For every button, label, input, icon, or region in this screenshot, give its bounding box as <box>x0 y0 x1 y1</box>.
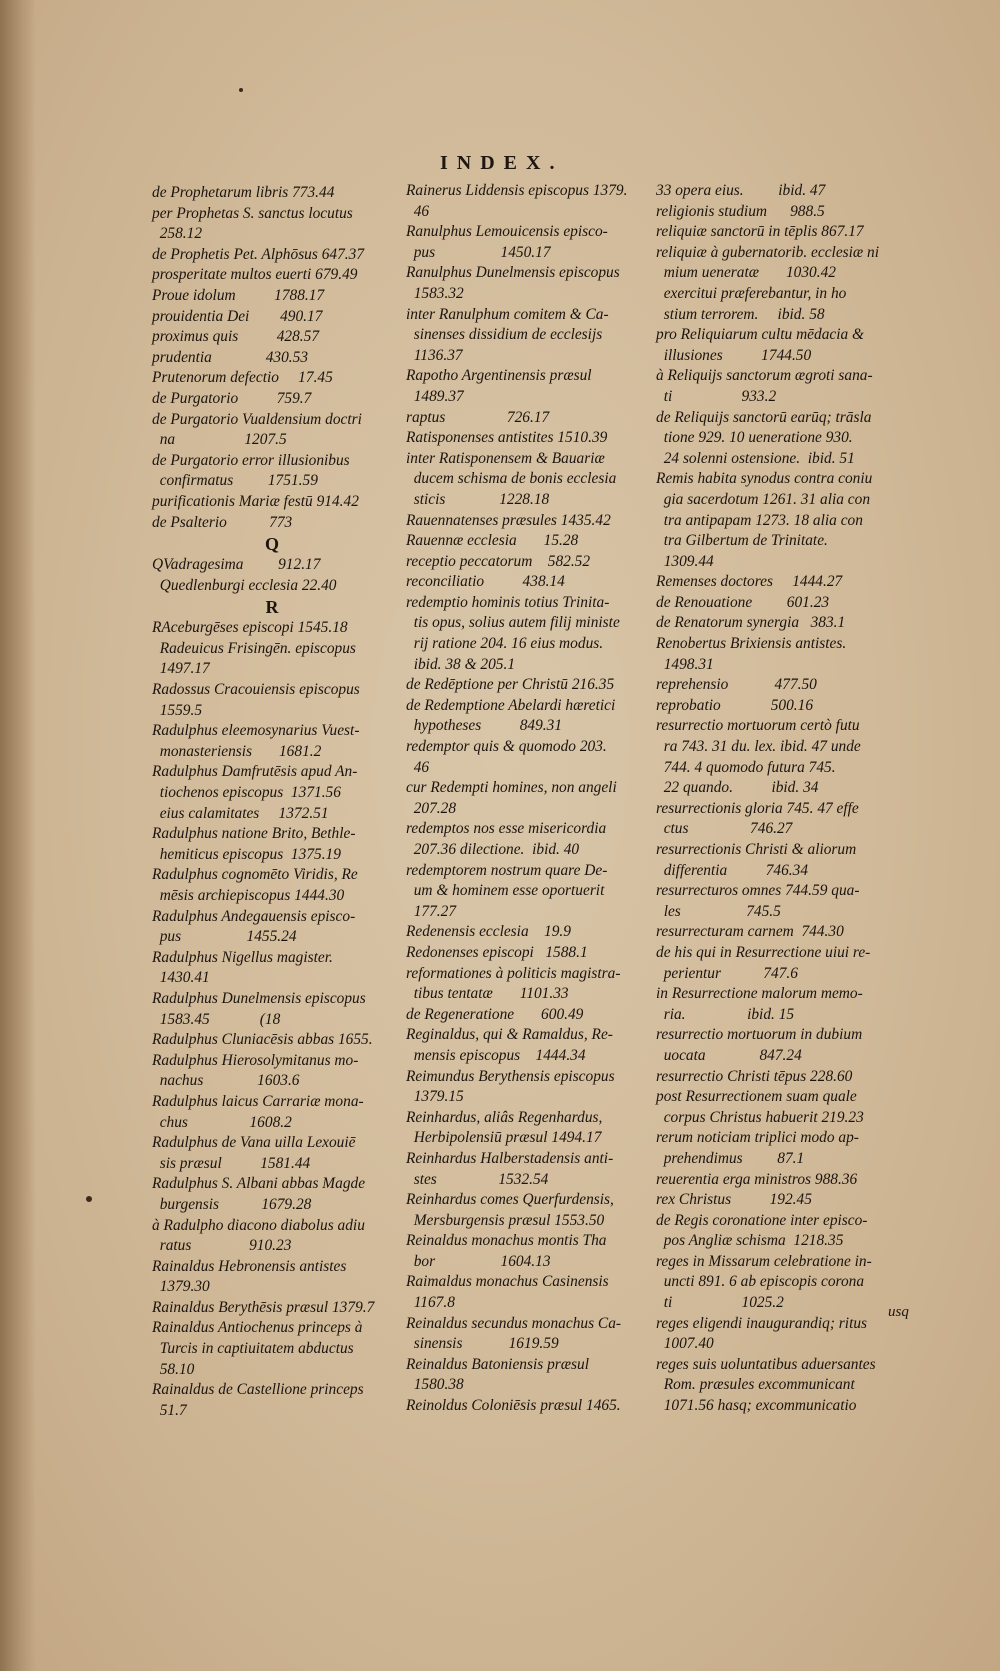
index-entry-line: Rom. præsules excommunicant <box>656 1376 855 1394</box>
index-entry-line: Rainaldus Hebronensis antistes <box>152 1257 347 1275</box>
index-entry-line: tis opus, solius autem filij ministe <box>406 614 620 632</box>
index-entry-line: rex Christus 192.45 <box>656 1191 812 1209</box>
index-entry-line: Turcis in captiuitatem abductus <box>152 1340 354 1358</box>
index-entry-line: Radeuicus Frisingēn. episcopus <box>152 639 356 657</box>
index-entry-line: Rainaldus Berythēsis præsul 1379.7 <box>152 1298 375 1316</box>
index-entry-line: 207.36 dilectione. ibid. 40 <box>406 841 580 858</box>
index-entry-line: Radulphus laicus Carrariæ mona- <box>152 1092 364 1110</box>
index-entry-line: ctus 746.27 <box>656 820 793 838</box>
index-entry-line: les 745.5 <box>656 902 781 920</box>
index-entry-line: eius calamitates 1372.51 <box>152 804 329 822</box>
index-entry-line: um & hominem esse oportuerit <box>406 882 605 900</box>
index-entry-line: religionis studium 988.5 <box>656 202 825 220</box>
index-entry-line: de Prophetarum libris 773.44 <box>152 184 335 201</box>
index-entry-line: Rainaldus de Castellione princeps <box>152 1381 364 1399</box>
index-entry-line: mensis episcopus 1444.34 <box>406 1046 586 1064</box>
index-entry-line: Radulphus Andegauensis episco- <box>152 907 356 925</box>
index-entry-line: 207.28 <box>406 799 457 817</box>
index-entry-line: hemiticus episcopus 1375.19 <box>152 845 341 863</box>
index-entry-line: nachus 1603.6 <box>152 1072 300 1090</box>
index-entry-line: Rapotho Argentinensis præsul <box>406 367 592 385</box>
index-entry-line: redemptos nos esse misericordia <box>406 820 607 838</box>
index-entry-line: Radulphus Cluniacēsis abbas 1655. <box>152 1031 373 1049</box>
index-entry-line: Radulphus Damfrutēsis apud An- <box>152 763 358 781</box>
index-column-2 <box>406 181 654 1417</box>
index-entry-line: ducem schisma de bonis ecclesia <box>406 470 617 488</box>
index-entry-line: gia sacerdotum 1261. 31 alia con <box>656 490 871 508</box>
index-entry-line: pus 1455.24 <box>152 928 297 946</box>
index-entry-line: inter Ratisponensem & Bauariæ <box>406 449 605 467</box>
index-entry-line: reconciliatio 438.14 <box>406 573 565 591</box>
index-entry-line: 1379.15 <box>406 1088 464 1106</box>
index-entry-line: 258.12 <box>152 225 203 243</box>
index-entry-line: Ratisponenses antistites 1510.39 <box>406 429 608 447</box>
index-entry-line: Rauennæ ecclesia 15.28 <box>406 532 579 550</box>
index-entry-line: ria. ibid. 15 <box>656 1005 795 1023</box>
index-entry-line: de Prophetis Pet. Alphōsus 647.37 <box>152 245 365 263</box>
index-entry-line: resurrecturos omnes 744.59 qua- <box>656 882 860 900</box>
index-entry-line: mium ueneratæ 1030.42 <box>656 264 836 282</box>
index-entry-line: uncti 891. 6 ab episcopis corona <box>656 1273 865 1291</box>
index-entry-line: de Purgatorio 759.7 <box>152 389 312 407</box>
index-entry-line: Radulphus cognomēto Viridis, Re <box>152 866 358 884</box>
index-entry-line: 51.7 <box>152 1401 187 1419</box>
index-entry-line: hypotheses 849.31 <box>406 717 563 735</box>
index-column-1 <box>152 183 392 1421</box>
index-entry-line: 1430.41 <box>152 969 210 987</box>
index-entry-line: reges in Missarum celebratione in- <box>656 1252 872 1270</box>
index-entry-line: reliquiæ sanctorū in tēplis 867.17 <box>656 223 864 241</box>
index-entry-line: Radulphus Nigellus magister. <box>152 948 333 966</box>
index-entry-line: in Resurrectione malorum memo- <box>656 985 863 1003</box>
index-entry-line: reuerentia erga ministros 988.36 <box>656 1170 858 1188</box>
index-entry-line: illusiones 1744.50 <box>656 346 812 364</box>
index-entry-line: Radulphus S. Albani abbas Magde <box>152 1175 366 1193</box>
index-entry-line: post Resurrectionem suam quale <box>656 1088 857 1106</box>
index-entry-line: resurrectionis gloria 745. 47 effe <box>656 799 859 817</box>
index-entry-line: rij ratione 204. 16 eius modus. <box>406 635 604 653</box>
index-entry-line: Reinaldus Batoniensis præsul <box>406 1355 589 1373</box>
index-entry-line: 22 quando. ibid. 34 <box>656 779 819 797</box>
index-entry-line: RAceburgēses episcopi 1545.18 <box>152 619 348 637</box>
index-entry-line: Rauennatenses præsules 1435.42 <box>406 511 611 529</box>
index-entry-line: reges eligendi inaugurandiq; ritus <box>656 1314 868 1332</box>
index-entry-line: per Prophetas S. sanctus locutus <box>152 204 353 222</box>
index-entry-line: stes 1532.54 <box>406 1170 549 1188</box>
catchword: usq <box>888 1304 909 1320</box>
index-entry-line: Reinhardus Halberstadensis anti- <box>406 1149 614 1167</box>
index-entry-line: redemptorem nostrum quare De- <box>406 861 608 879</box>
index-entry-line: Reinaldus secundus monachus Ca- <box>406 1314 622 1332</box>
index-entry-line: Herbipolensiū præsul 1494.17 <box>406 1129 602 1147</box>
index-entry-line: Ranulphus Dunelmensis episcopus <box>406 264 620 282</box>
index-entry-line: 1167.8 <box>406 1294 455 1312</box>
index-entry-line: 1309.44 <box>656 552 714 570</box>
section-letter: R <box>265 597 279 618</box>
index-entry-line: burgensis 1679.28 <box>152 1195 312 1213</box>
index-entry-line: tione 929. 10 ueneratione 930. <box>656 429 853 447</box>
index-entry-line: ti 933.2 <box>656 387 777 405</box>
index-entry-line: de Purgatorio error illusionibus <box>152 451 350 469</box>
index-entry-line: 1583.32 <box>406 284 464 302</box>
index-entry-line: de Renatorum synergia 383.1 <box>656 614 846 632</box>
index-entry-line: Reinoldus Coloniēsis præsul 1465. <box>406 1397 621 1415</box>
index-entry-line: prudentia 430.53 <box>152 348 309 366</box>
index-entry-line: 1559.5 <box>152 701 203 719</box>
index-entry-line: de Redēptione per Christū 216.35 <box>406 676 615 694</box>
index-entry-line: 46 <box>406 202 430 220</box>
index-entry-line: Raimaldus monachus Casinensis <box>406 1273 609 1291</box>
index-entry-line: 1497.17 <box>152 660 210 678</box>
index-entry-line: reliquiæ à gubernatorib. ecclesiæ ni <box>656 243 879 261</box>
index-entry-line: inter Ranulphum comitem & Ca- <box>406 305 609 323</box>
index-entry-line: mēsis archiepiscopus 1444.30 <box>152 887 345 904</box>
index-entry-line: resurrectionis Christi & aliorum <box>656 841 857 858</box>
index-entry-line: ratus 910.23 <box>152 1237 292 1255</box>
index-entry-line: de Regeneratione 600.49 <box>406 1005 584 1023</box>
index-entry-line: 24 solenni ostensione. ibid. 51 <box>656 449 855 467</box>
ink-speck <box>239 88 243 92</box>
index-entry-line: de Psalterio 773 <box>152 513 293 531</box>
index-entry-line: chus 1608.2 <box>152 1113 292 1131</box>
index-entry-line: à Radulpho diacono diabolus adiu <box>152 1216 365 1234</box>
index-entry-line: tra antipapam 1273. 18 alia con <box>656 511 863 529</box>
index-entry-line: 1007.40 <box>656 1335 714 1353</box>
index-entry-line: purificationis Mariæ festū 914.42 <box>152 492 359 510</box>
index-entry-line: resurrecturam carnem 744.30 <box>656 923 844 941</box>
index-entry-line: Mersburgensis præsul 1553.50 <box>406 1211 605 1229</box>
index-entry-line: de Redemptione Abelardi hæretici <box>406 696 616 714</box>
index-entry-line: Reinhardus comes Querfurdensis, <box>406 1191 614 1209</box>
index-entry-line: corpus Christus habuerit 219.23 <box>656 1108 864 1126</box>
index-entry-line: monasteriensis 1681.2 <box>152 742 322 760</box>
index-entry-line: confirmatus 1751.59 <box>152 472 318 490</box>
index-entry-line: de Renouatione 601.23 <box>656 593 830 611</box>
index-entry-line: à Reliquijs sanctorum ægroti sana- <box>656 367 873 385</box>
index-entry-line: tiochenos episcopus 1371.56 <box>152 784 341 802</box>
index-entry-line: redemptio hominis totius Trinita- <box>406 593 610 611</box>
index-entry-line: de Reliquijs sanctorū earūq; trāsla <box>656 408 872 426</box>
index-entry-line: Radulphus Dunelmensis episcopus <box>152 989 366 1007</box>
index-entry-line: resurrectio mortuorum in dubium <box>656 1026 863 1044</box>
index-entry-line: Radulphus eleemosynarius Vuest- <box>152 722 360 740</box>
index-column-3 <box>656 181 928 1417</box>
index-entry-line: 1583.45 (18 <box>152 1010 281 1028</box>
index-entry-line: Radulphus de Vana uilla Lexouiē <box>152 1134 356 1152</box>
index-entry-line: 1580.38 <box>406 1376 464 1394</box>
index-entry-line: resurrectio Christi tēpus 228.60 <box>656 1067 853 1085</box>
index-entry-line: sinenses dissidium de ecclesijs <box>406 326 603 344</box>
index-entry-line: sticis 1228.18 <box>406 490 550 508</box>
index-entry-line: sinensis 1619.59 <box>406 1335 559 1353</box>
index-entry-line: Ranulphus Lemouicensis episco- <box>406 223 608 241</box>
index-entry-line: prosperitate multos euerti 679.49 <box>152 266 358 284</box>
index-entry-line: 1071.56 hasq; excommunicatio <box>656 1397 857 1415</box>
index-entry-line: redemptor quis & quomodo 203. <box>406 738 607 756</box>
index-entry-line: de Purgatorio Vualdensium doctri <box>152 410 362 428</box>
index-entry-line: 177.27 <box>406 902 457 920</box>
page-gutter-shadow <box>0 0 36 1671</box>
index-entry-line: Reinaldus monachus montis Tha <box>406 1232 607 1250</box>
index-entry-line: Radossus Cracouiensis episcopus <box>152 681 360 699</box>
index-entry-line: cur Redempti homines, non angeli <box>406 779 617 797</box>
index-entry-line: reformationes à politicis magistra- <box>406 964 621 982</box>
index-entry-line: 1498.31 <box>656 655 714 673</box>
ink-speck <box>86 1196 92 1202</box>
index-entry-line: reges suis uoluntatibus aduersantes <box>656 1355 876 1373</box>
index-entry-line: QVadragesima 912.17 <box>152 556 321 574</box>
index-entry-line: Redenensis ecclesia 19.9 <box>406 923 571 941</box>
index-entry-line: 1489.37 <box>406 387 464 405</box>
index-entry-line: prouidentia Dei 490.17 <box>152 307 323 325</box>
index-entry-line: bor 1604.13 <box>406 1252 551 1270</box>
index-entry-line: 33 opera eius. ibid. 47 <box>656 182 826 199</box>
index-entry-line: 58.10 <box>152 1360 195 1378</box>
index-entry-line: rerum noticiam triplici modo ap- <box>656 1129 859 1147</box>
index-entry-line: tra Gilbertum de Trinitate. <box>656 532 828 550</box>
index-entry-line: Rainerus Liddensis episcopus 1379. <box>406 182 628 199</box>
index-entry-line: de Regis coronatione inter episco- <box>656 1211 868 1229</box>
index-entry-line: uocata 847.24 <box>656 1046 802 1064</box>
index-entry-line: pus 1450.17 <box>406 243 551 261</box>
index-entry-line: pos Angliæ schisma 1218.35 <box>656 1232 844 1250</box>
index-entry-line: exercitui præferebantur, in ho <box>656 284 847 302</box>
index-entry-line: Reimundus Berythensis episcopus <box>406 1067 615 1085</box>
index-entry-line: proximus quis 428.57 <box>152 328 320 346</box>
index-entry-line: tibus tentatæ 1101.33 <box>406 985 569 1003</box>
index-entry-line: Remis habita synodus contra coniu <box>656 470 873 488</box>
index-entry-line: 46 <box>406 758 430 776</box>
index-entry-line: Quedlenburgi ecclesia 22.40 <box>152 576 337 594</box>
index-entry-line: Radulphus natione Brito, Bethle- <box>152 825 356 843</box>
index-entry-line: 1136.37 <box>406 346 463 364</box>
index-entry-line: reprobatio 500.16 <box>656 696 814 714</box>
index-entry-line: Reginaldus, qui & Ramaldus, Re- <box>406 1026 613 1044</box>
index-entry-line: prehendimus 87.1 <box>656 1149 805 1167</box>
index-entry-line: differentia 746.34 <box>656 861 809 879</box>
index-entry-line: perientur 747.6 <box>656 964 798 982</box>
index-entry-line: Radulphus Hierosolymitanus mo- <box>152 1051 359 1069</box>
index-entry-line: Remenses doctores 1444.27 <box>656 573 843 591</box>
index-entry-line: ti 1025.2 <box>656 1294 784 1312</box>
index-entry-line: stium terrorem. ibid. 58 <box>656 305 825 323</box>
index-entry-line: reprehensio 477.50 <box>656 676 817 694</box>
index-entry-line: pro Reliquiarum cultu mēdacia & <box>656 326 865 344</box>
index-entry-line: Redonenses episcopi 1588.1 <box>406 943 588 961</box>
index-entry-line: sis præsul 1581.44 <box>152 1154 311 1172</box>
index-entry-line: ra 743. 31 du. lex. ibid. 47 unde <box>656 738 861 756</box>
index-entry-line: raptus 726.17 <box>406 408 550 426</box>
index-entry-line: Proue idolum 1788.17 <box>152 286 325 304</box>
index-entry-line: na 1207.5 <box>152 431 287 449</box>
index-entry-line: Rainaldus Antiochenus princeps à <box>152 1319 363 1337</box>
section-letter: Q <box>264 534 279 555</box>
index-entry-line: 1379.30 <box>152 1278 210 1296</box>
index-entry-line: receptio peccatorum 582.52 <box>406 552 591 570</box>
index-entry-line: ibid. 38 & 205.1 <box>406 655 516 673</box>
index-entry-line: Prutenorum defectio 17.45 <box>152 369 333 387</box>
index-entry-line: Renobertus Brixiensis antistes. <box>656 635 847 653</box>
running-header: INDEX. <box>440 152 564 174</box>
index-entry-line: resurrectio mortuorum certò futu <box>656 717 860 735</box>
index-entry-line: de his qui in Resurrectione uiui re- <box>656 943 871 961</box>
index-entry-line: Reinhardus, aliâs Regenhardus, <box>406 1108 603 1126</box>
index-entry-line: 744. 4 quomodo futura 745. <box>656 758 836 776</box>
